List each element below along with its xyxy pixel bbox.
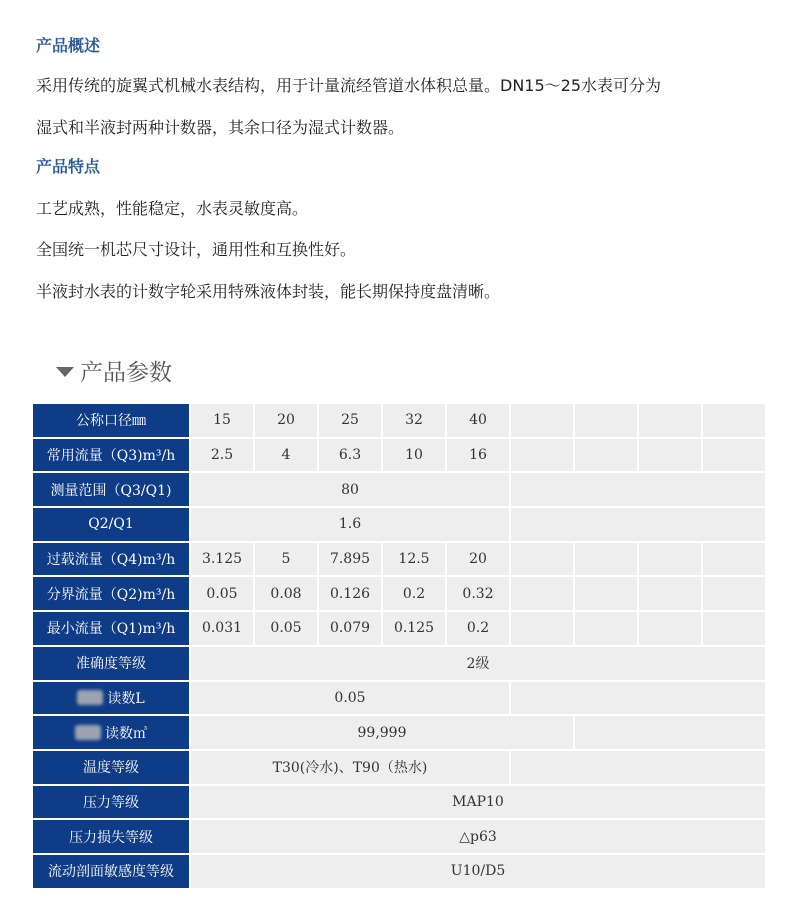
empty-cell xyxy=(639,577,701,610)
table-cell: 80 xyxy=(191,473,509,506)
table-cell: 0.2 xyxy=(447,612,509,645)
table-row xyxy=(33,508,765,541)
table-cell: 2级 xyxy=(191,647,765,680)
table-row xyxy=(33,473,765,506)
table-cell: 99,999 xyxy=(191,716,573,749)
row-label: 分界流量（Q2)m³/h xyxy=(33,577,189,610)
table-cell: T30(冷水)、T90（热水) xyxy=(191,751,509,784)
table-row xyxy=(33,577,765,610)
empty-cell xyxy=(511,508,765,541)
empty-cell xyxy=(511,404,573,437)
row-label: 常用流量（Q3)m³/h xyxy=(33,439,189,472)
table-cell: 25 xyxy=(319,404,381,437)
table-row xyxy=(33,612,765,645)
empty-cell xyxy=(575,543,637,576)
row-label: 过载流量（Q4)m³/h xyxy=(33,543,189,576)
table-row xyxy=(33,543,765,576)
empty-cell xyxy=(703,543,765,576)
table-row xyxy=(33,820,765,853)
table-row xyxy=(33,751,765,784)
row-label: 压力损失等级 xyxy=(33,820,189,853)
table-cell: 0.32 xyxy=(447,577,509,610)
table-cell: 2.5 xyxy=(191,439,253,472)
table-row xyxy=(33,682,765,715)
empty-cell xyxy=(511,543,573,576)
table-row xyxy=(33,647,765,680)
row-label: 测量范围（Q3/Q1) xyxy=(33,473,189,506)
empty-cell xyxy=(703,439,765,472)
table-cell: 32 xyxy=(383,404,445,437)
empty-cell xyxy=(639,439,701,472)
feature-item: 工艺成熟，性能稳定，水表灵敏度高。 xyxy=(36,199,309,218)
empty-cell xyxy=(703,404,765,437)
features-heading: 产品特点 xyxy=(36,157,101,176)
table-cell: 10 xyxy=(383,439,445,472)
table-row xyxy=(33,855,765,888)
table-cell: 0.125 xyxy=(383,612,445,645)
empty-cell xyxy=(639,543,701,576)
empty-cell xyxy=(575,716,765,749)
redacted-mark xyxy=(77,690,103,705)
table-cell: U10/D5 xyxy=(191,855,765,888)
empty-cell xyxy=(511,473,765,506)
empty-cell xyxy=(575,404,637,437)
table-cell: 0.031 xyxy=(191,612,253,645)
overview-line-1: 采用传统的旋翼式机械水表结构，用于计量流经管道水体积总量。DN15～25水表可分为 xyxy=(36,76,662,95)
table-cell: 0.2 xyxy=(383,577,445,610)
table-row xyxy=(33,439,765,472)
table-cell: 16 xyxy=(447,439,509,472)
table-cell: MAP10 xyxy=(191,786,765,819)
table-cell: 0.05 xyxy=(191,577,253,610)
table-cell: 4 xyxy=(255,439,317,472)
table-cell: 0.126 xyxy=(319,577,381,610)
table-cell: 40 xyxy=(447,404,509,437)
empty-cell xyxy=(703,612,765,645)
overview-heading: 产品概述 xyxy=(36,36,101,55)
table-cell: 3.125 xyxy=(191,543,253,576)
table-row xyxy=(33,404,765,437)
table-cell: 20 xyxy=(447,543,509,576)
redacted-mark xyxy=(75,725,101,740)
table-row xyxy=(33,716,765,749)
row-label: 公称口径㎜ xyxy=(33,404,189,437)
feature-item: 全国统一机芯尺寸设计，通用性和互换性好。 xyxy=(36,240,357,259)
empty-cell xyxy=(575,612,637,645)
empty-cell xyxy=(511,751,765,784)
triangle-down-icon xyxy=(56,367,74,377)
row-label: 最小流量（Q1)m³/h xyxy=(33,612,189,645)
row-label: 准确度等级 xyxy=(33,647,189,680)
empty-cell xyxy=(511,577,573,610)
row-label: 流动剖面敏感度等级 xyxy=(33,855,189,888)
row-label xyxy=(33,682,189,715)
row-label xyxy=(33,716,189,749)
empty-cell xyxy=(511,439,573,472)
empty-cell xyxy=(703,577,765,610)
table-cell: 7.895 xyxy=(319,543,381,576)
table-cell: 15 xyxy=(191,404,253,437)
table-cell: 5 xyxy=(255,543,317,576)
table-cell: 12.5 xyxy=(383,543,445,576)
table-cell: 0.079 xyxy=(319,612,381,645)
params-title-text: 产品参数 xyxy=(80,360,172,386)
table-cell: 0.05 xyxy=(255,612,317,645)
empty-cell xyxy=(575,577,637,610)
feature-item: 半液封水表的计数字轮采用特殊液体封装，能长期保持度盘清晰。 xyxy=(36,282,501,301)
params-title xyxy=(56,354,172,387)
empty-cell xyxy=(511,612,573,645)
table-cell: 1.6 xyxy=(191,508,509,541)
table-cell: 20 xyxy=(255,404,317,437)
row-label: Q2/Q1 xyxy=(33,508,189,541)
table-cell: 0.08 xyxy=(255,577,317,610)
empty-cell xyxy=(511,682,765,715)
table-row xyxy=(33,786,765,819)
row-label-text: 读数L xyxy=(107,690,145,707)
empty-cell xyxy=(639,612,701,645)
table-cell: △p63 xyxy=(191,820,765,853)
spec-table xyxy=(31,402,767,890)
row-label-text: 读数㎥ xyxy=(105,725,147,742)
empty-cell xyxy=(575,439,637,472)
row-label: 压力等级 xyxy=(33,786,189,819)
row-label: 温度等级 xyxy=(33,751,189,784)
table-cell: 0.05 xyxy=(191,682,509,715)
table-cell: 6.3 xyxy=(319,439,381,472)
overview-line-2: 湿式和半液封两种计数器，其余口径为湿式计数器。 xyxy=(36,118,405,137)
empty-cell xyxy=(639,404,701,437)
